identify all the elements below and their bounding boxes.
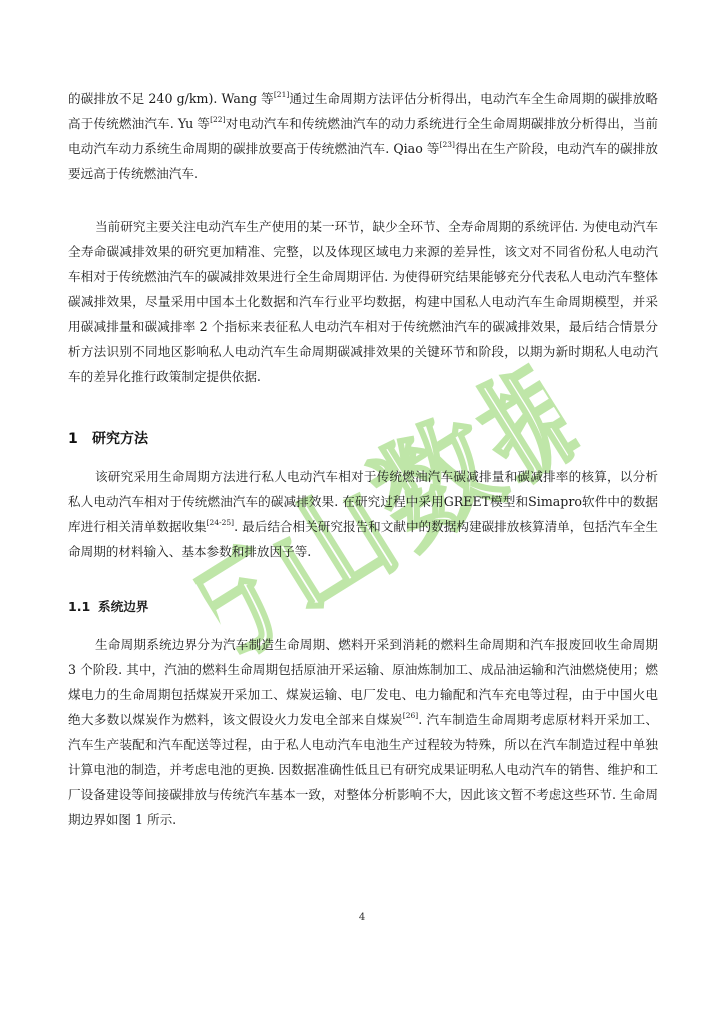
watermark-lettering: 万山数据	[167, 327, 603, 693]
paragraph-system-boundary	[68, 632, 658, 832]
subsection-number: 1.1	[68, 599, 91, 614]
paragraph-text: 当前研究主要关注电动汽车生产使用的某一环节，缺少全环节、全寿命周期的系统评估. 为使电动汽车全寿命碳减排效果的研究更加精准、完整，以及体现区域电力来源的差异性，该文对不同省份私人电动汽车相对于传统燃油汽车的碳减排效果进行全生命周期评估. 为使得研究结果能够充分代表私人电动汽车整体碳减排效果，尽量采用中国本土化数据和汽车行业平均数据，构建中国私人电动汽车生命周期模型，并采用碳减排量和碳减排率 2 个指标来表征私人电动汽车相对于传统燃油汽车的碳减排效果，最后结合情景分析方法识别不同地区影响私人电动汽车生命周期碳减排效果的关键环节和阶段，以期为新时期私人电动汽车的差异化推行政策制定提供依据.	[68, 219, 658, 384]
subsection-title: 系统边界	[98, 599, 149, 614]
paragraph-text: 的碳排放不足 240 g/km). Wang 等	[68, 91, 274, 106]
paragraph-method-overview	[68, 464, 658, 564]
citation-ref: [21]	[273, 90, 290, 99]
paragraph-research-gap	[68, 214, 658, 389]
paragraph-text: 生命周期系统边界分为汽车制造生命周期、燃料开采到消耗的燃料生命周期和汽车报废回收生命周期 3 个阶段. 其中，汽油的燃料生命周期包括原油开采运输、原油炼制加工、成品油运输和汽油燃烧使用；燃煤电力的生命周期包括煤炭开采加工、煤炭运输、电厂发电、电力输配和汽车充电等过程，由于中国火电绝大多数以煤炭作为燃料，该文假设火力发电全部来自煤炭	[68, 637, 658, 727]
paragraph-text: 对电动汽车和传统燃油汽车的动力系统进行全生命周期碳排放分析得出，当前电动汽车动力系统生命周期的碳排放要高于传统燃油汽车. Qiao 等	[68, 116, 659, 156]
paragraph-text: 该研究采用生命周期方法进行私人电动汽车相对于传统燃油汽车碳减排量和碳减排率的核算，以分析私人电动汽车相对于传统燃油汽车的碳减排效果. 在研究过程中采用GREET模型和Simapro软件中的数据库进行相关清单数据收集	[68, 469, 658, 534]
section-title: 研究方法	[92, 431, 148, 447]
citation-ref: [26]	[402, 711, 419, 720]
section-heading-methods	[68, 428, 148, 450]
section-number: 1	[68, 431, 78, 447]
citation-ref: [22]	[210, 115, 226, 124]
paragraph-text: . 汽车制造生命周期考虑原材料开采加工、汽车生产装配和汽车配送等过程，由于私人电动汽车电池生产过程较为特殊，所以在汽车制造过程中单独计算电池的制造，并考虑电池的更换. 因数据准确性低且已有研究成果证明私人电动汽车的销售、维护和工厂设备建设等间接碳排放与传统汽车基本一致，对整体分析影响不大，因此该文暂不考虑这些环节. 生命周期边界如图 1 所示.	[68, 712, 658, 827]
subsection-heading-system-boundary	[68, 596, 148, 618]
paragraph-text: 通过生命周期方法评估分析得出，电动汽车全生命周期的碳排放略高于传统燃油汽车. Yu 等	[68, 91, 659, 131]
citation-ref: [23]	[439, 140, 455, 149]
paragraph-text: 得出在生产阶段，电动汽车的碳排放要远高于传统燃油汽车.	[68, 141, 659, 181]
paragraph-prior-work	[68, 86, 658, 186]
paragraph-text: . 最后结合相关研究报告和文献中的数据构建碳排放核算清单，包括汽车全生命周期的材料输入、基本参数和排放因子等.	[68, 519, 658, 559]
citation-ref: [24-25]	[206, 518, 235, 527]
page-number: 4	[358, 912, 366, 923]
